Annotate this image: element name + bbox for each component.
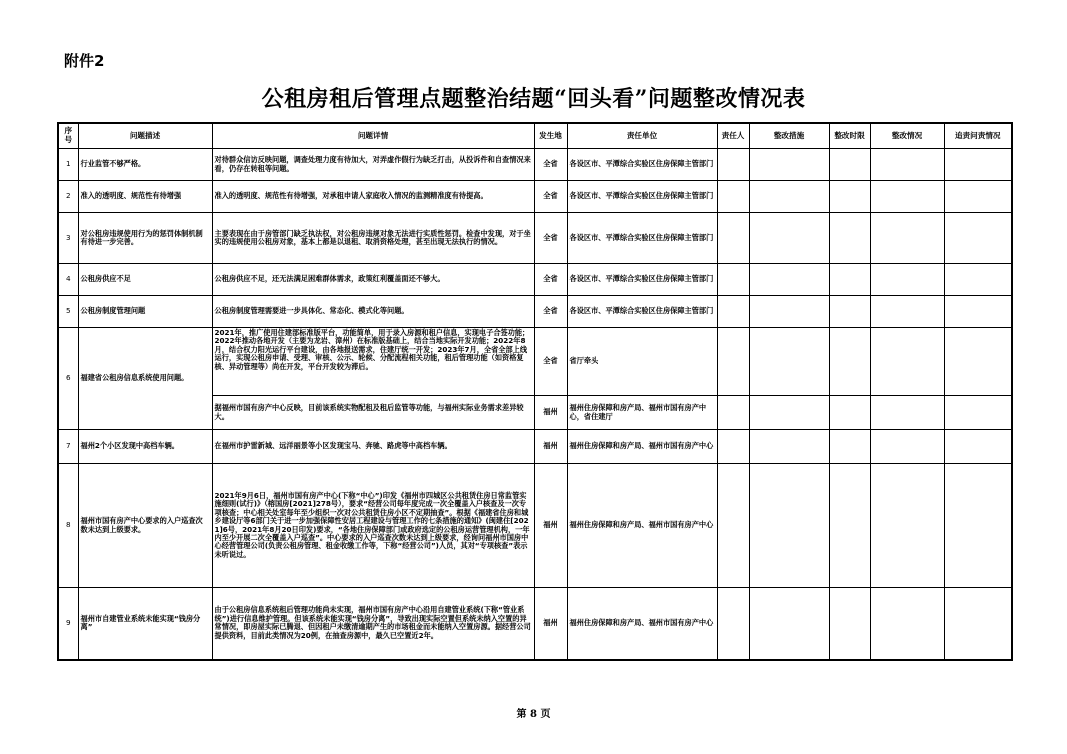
row-status <box>870 149 944 181</box>
row-status <box>870 430 944 464</box>
row-accountability <box>944 181 1012 213</box>
row-unit: 各设区市、平潭综合实验区住房保障主管部门 <box>567 149 717 181</box>
row-accountability <box>944 328 1012 396</box>
row-no: 1 <box>58 149 78 181</box>
row-deadline <box>829 396 870 430</box>
row-detail: 据福州市国有房产中心反映，目前该系统实物配租及租后监管等功能，与福州实际业务需求差异较大。 <box>212 396 534 430</box>
row-desc: 行业监管不够严格。 <box>78 149 212 181</box>
row-unit: 各设区市、平潭综合实验区住房保障主管部门 <box>567 213 717 264</box>
row-unit: 福州住房保障和房产局、福州市国有房产中心 <box>567 588 717 660</box>
row-detail: 2021年，推广使用住建部标准版平台，功能简单，用于录入房源和租户信息，实现电子合签功能；2022年推动各地开发（主要为龙岩、漳州）在标准版基础上，结合当地实际开发功能；2022年8月，结合权力阳光运行平台建设，由各地报送需求，住建厅统一开发；2023年7月，全省全部上线运行，实现公租房申请、受理、审核、公示、轮候、分配流程相关功能，租后管理功能（如资格复核、异动管理等）尚在开发，平台开发较为滞后。 <box>212 328 534 396</box>
row-measures <box>749 588 829 660</box>
row-detail: 对待群众信访反映问题，调查处理力度有待加大，对弄虚作假行为缺乏打击，从投诉件和自查情况来看，仍存在转租等问题。 <box>212 149 534 181</box>
row-place: 全省 <box>534 264 567 296</box>
row-detail: 公租房供应不足，还无法满足困难群体需求，政策红利覆盖面还不够大。 <box>212 264 534 296</box>
table-row <box>58 328 1012 396</box>
header-place: 发生地 <box>534 123 567 149</box>
row-no: 4 <box>58 264 78 296</box>
row-person <box>717 149 749 181</box>
header-person: 责任人 <box>717 123 749 149</box>
row-unit: 各设区市、平潭综合实验区住房保障主管部门 <box>567 264 717 296</box>
row-desc: 公租房制度管理问题 <box>78 296 212 328</box>
row-status <box>870 213 944 264</box>
page-number: 第 8 页 <box>516 709 551 720</box>
row-no: 2 <box>58 181 78 213</box>
row-desc: 福州2个小区发现中高档车辆。 <box>78 430 212 464</box>
header-measures: 整改措施 <box>749 123 829 149</box>
row-status <box>870 464 944 588</box>
row-accountability <box>944 464 1012 588</box>
row-desc: 对公租房违规使用行为的惩罚体制机制有待进一步完善。 <box>78 213 212 264</box>
attachment-label: 附件2 <box>64 52 105 70</box>
row-desc: 福州市国有房产中心要求的入户巡查次数未达到上级要求。 <box>78 464 212 588</box>
row-desc: 福州市自建管业系统未能实现“钱房分离” <box>78 588 212 660</box>
row-status <box>870 181 944 213</box>
row-accountability <box>944 396 1012 430</box>
row-deadline <box>829 588 870 660</box>
row-no: 5 <box>58 296 78 328</box>
row-place: 全省 <box>534 149 567 181</box>
header-detail: 问题详情 <box>212 123 534 149</box>
table-row <box>58 181 1012 213</box>
row-person <box>717 296 749 328</box>
row-deadline <box>829 213 870 264</box>
table-row <box>58 430 1012 464</box>
header-deadline: 整改时限 <box>829 123 870 149</box>
row-unit: 各设区市、平潭综合实验区住房保障主管部门 <box>567 296 717 328</box>
row-status <box>870 296 944 328</box>
row-place: 福州 <box>534 430 567 464</box>
row-status <box>870 588 944 660</box>
header-row <box>58 123 1012 149</box>
header-accountability: 追责问责情况 <box>944 123 1012 149</box>
row-measures <box>749 149 829 181</box>
row-unit: 福州住房保障和房产局、福州市国有房产中心，省住建厅 <box>567 396 717 430</box>
row-no: 6 <box>58 328 78 430</box>
row-person <box>717 181 749 213</box>
row-place: 福州 <box>534 464 567 588</box>
row-deadline <box>829 296 870 328</box>
row-detail: 在福州市护雷新城、远洋丽景等小区发现宝马、奔驰、路虎等中高档车辆。 <box>212 430 534 464</box>
page-title: 公租房租后管理点题整治结题“回头看”问题整改情况表 <box>261 86 806 112</box>
row-no: 7 <box>58 430 78 464</box>
table-row <box>58 213 1012 264</box>
table-row <box>58 149 1012 181</box>
header-desc: 问题描述 <box>78 123 212 149</box>
row-status <box>870 328 944 396</box>
row-person <box>717 430 749 464</box>
row-accountability <box>944 149 1012 181</box>
row-measures <box>749 181 829 213</box>
row-place: 全省 <box>534 181 567 213</box>
row-deadline <box>829 149 870 181</box>
row-place: 福州 <box>534 396 567 430</box>
row-no: 8 <box>58 464 78 588</box>
row-accountability <box>944 588 1012 660</box>
header-status: 整改情况 <box>870 123 944 149</box>
row-detail: 主要表现在由于房管部门缺乏执法权，对公租房违规对象无法进行实质性惩罚。检查中发现，对于坐实的违规使用公租房对象，基本上都是以退租、取消资格处理，甚至出现无法执行的情况。 <box>212 213 534 264</box>
row-status <box>870 396 944 430</box>
header-unit: 责任单位 <box>567 123 717 149</box>
row-unit: 各设区市、平潭综合实验区住房保障主管部门 <box>567 181 717 213</box>
row-person <box>717 264 749 296</box>
row-desc: 福建省公租房信息系统使用问题。 <box>78 328 212 430</box>
rectification-table <box>57 122 1013 661</box>
row-accountability <box>944 296 1012 328</box>
row-no: 9 <box>58 588 78 660</box>
row-place: 福州 <box>534 588 567 660</box>
table-row <box>58 296 1012 328</box>
row-deadline <box>829 181 870 213</box>
table-row <box>58 588 1012 660</box>
row-detail: 准入的透明度、规范性有待增强，对承租申请人家庭收入情况的监测精准度有待提高。 <box>212 181 534 213</box>
row-place: 全省 <box>534 296 567 328</box>
row-person <box>717 213 749 264</box>
row-unit: 福州住房保障和房产局、福州市国有房产中心 <box>567 430 717 464</box>
row-measures <box>749 430 829 464</box>
table-row <box>58 264 1012 296</box>
row-measures <box>749 213 829 264</box>
row-measures <box>749 396 829 430</box>
header-no: 序号 <box>58 123 78 149</box>
row-person <box>717 588 749 660</box>
row-deadline <box>829 464 870 588</box>
row-accountability <box>944 430 1012 464</box>
row-detail: 公租房制度管理需要进一步具体化、常态化、模式化等问题。 <box>212 296 534 328</box>
row-place: 全省 <box>534 328 567 396</box>
row-deadline <box>829 430 870 464</box>
row-accountability <box>944 213 1012 264</box>
row-measures <box>749 464 829 588</box>
row-detail: 由于公租房信息系统租后管理功能尚未实现，福州市国有房产中心沿用自建管业系统(下称“管业系统”)进行信息维护管理。但该系统未能实现“钱房分离”，导致出现实际空置但系统未纳入空置的异常情况，即房屋实际已腾退、但因租户未缴清逾期产生的市场租金而未能纳入空置房源。据经营公司提供资料，目前此类情况为20例，在抽查房源中，最久已空置近2年。 <box>212 588 534 660</box>
row-desc: 准入的透明度、规范性有待增强 <box>78 181 212 213</box>
row-status <box>870 264 944 296</box>
row-unit: 省厅牵头 <box>567 328 717 396</box>
row-detail: 2021年9月6日，福州市国有房产中心(下称“中心”)印发《福州市四城区公共租赁住房日常监管实施细则(试行)》（榕国房[2021]278号），要求“经营公司每年度完成一次全覆盖入户核查及一次专项核查；中心相关处室每年至少组织一次对公共租赁住房小区不定期抽查”。根据《福建省住房和城乡建设厅等6部门关于进一步加强保障性安居工程建设与管理工作的七条措施的通知》(闽建住[2021]6号，2021年8月20日印发)要求，“各地住房保障部门或政府选定的公租房运营管理机构，一年内至少开展二次全覆盖入户巡查”。中心要求的入户巡查次数未达到上级要求，经询问福州市国房中心经营管理公司(负责公租房管理、租金收缴工作等，下称“经营公司”)人员，其对“专项核查”表示未听说过。 <box>212 464 534 588</box>
row-deadline <box>829 328 870 396</box>
row-measures <box>749 296 829 328</box>
table-row <box>58 464 1012 588</box>
row-accountability <box>944 264 1012 296</box>
row-desc: 公租房供应不足 <box>78 264 212 296</box>
row-deadline <box>829 264 870 296</box>
row-person <box>717 464 749 588</box>
row-unit: 福州住房保障和房产局、福州市国有房产中心 <box>567 464 717 588</box>
row-no: 3 <box>58 213 78 264</box>
row-person <box>717 396 749 430</box>
row-place: 全省 <box>534 213 567 264</box>
row-measures <box>749 328 829 396</box>
row-person <box>717 328 749 396</box>
row-measures <box>749 264 829 296</box>
